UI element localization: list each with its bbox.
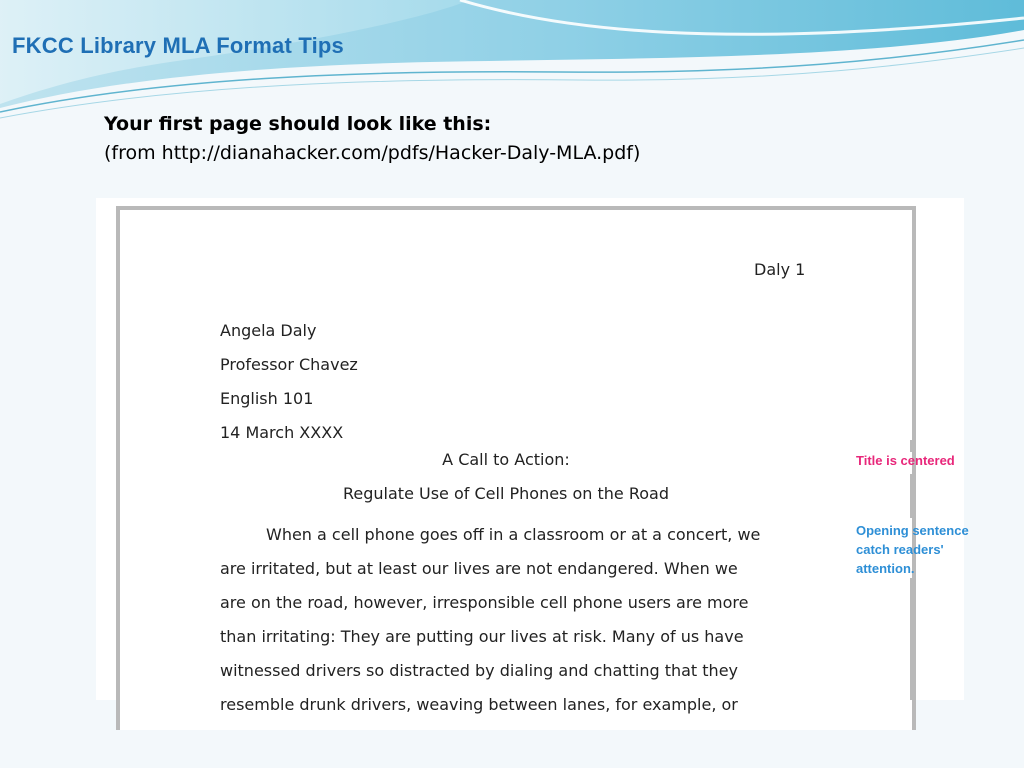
opening-note-line: attention. [856, 561, 915, 576]
opening-sentence-note [856, 521, 969, 578]
course-name: English 101 [220, 389, 314, 408]
annotation-connector [910, 474, 914, 518]
running-head: Daly 1 [754, 260, 806, 279]
body-line: resemble drunk drivers, weaving between lanes, for example, or [220, 695, 738, 714]
sample-paper [116, 206, 916, 730]
sample-page-image [96, 198, 969, 714]
paper-title-line-1: A Call to Action: [442, 450, 570, 469]
student-heading-block [220, 314, 358, 450]
body-line: are irritated, but at least our lives are not endangered. When we [220, 559, 738, 578]
intro-text [104, 110, 640, 168]
intro-heading: Your first page should look like this: [104, 113, 492, 135]
body-line: than irritating: They are putting our lives at risk. Many of us have [220, 627, 744, 646]
source-citation: (from http://dianahacker.com/pdfs/Hacker-Daly-MLA.pdf) [104, 142, 641, 164]
opening-note-line: Opening sentence [856, 523, 969, 538]
body-line: are on the road, however, irresponsible cell phone users are more [220, 593, 749, 612]
body-line: When a cell phone goes off in a classroom or at a concert, we [266, 525, 761, 544]
student-name: Angela Daly [220, 321, 317, 340]
title-centered-note: Title is centered [856, 453, 955, 468]
annotation-connector [910, 578, 914, 700]
slide-title: FKCC Library MLA Format Tips [12, 33, 344, 58]
body-line: witnessed drivers so distracted by dialing and chatting that they [220, 661, 738, 680]
paper-body [220, 518, 820, 722]
paper-title-line-2: Regulate Use of Cell Phones on the Road [343, 484, 669, 503]
paper-date: 14 March XXXX [220, 423, 344, 442]
opening-note-line: catch readers' [856, 542, 944, 557]
professor-name: Professor Chavez [220, 355, 358, 374]
